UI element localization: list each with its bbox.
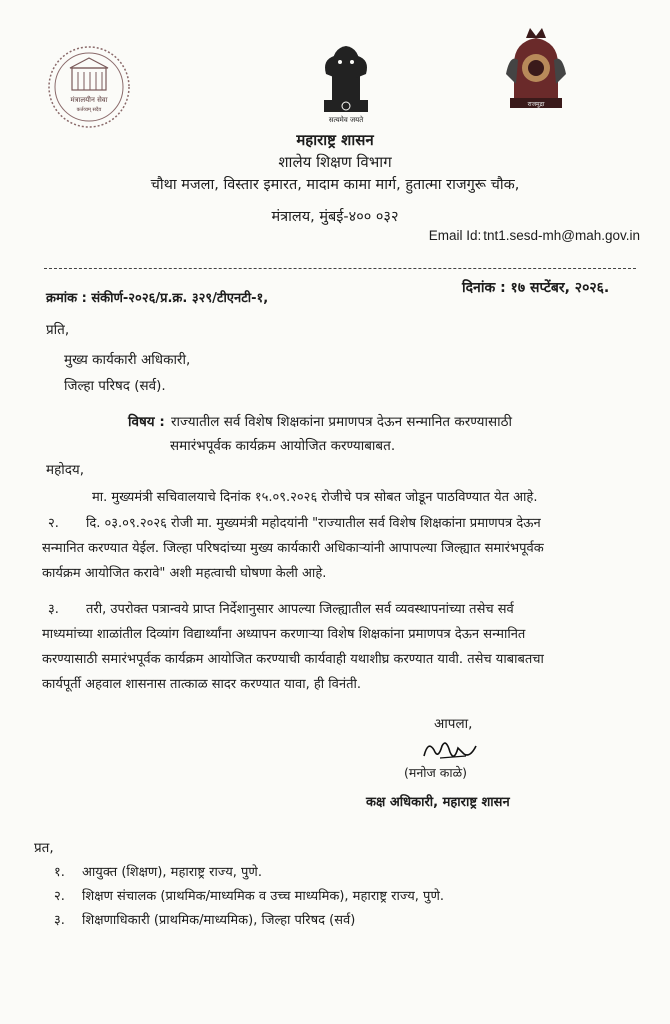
paragraph-2-line: दि. ०३.०९.२०२६ रोजी मा. मुख्यमंत्री महोदयांनी "राज्यातील सर्व विशेष शिक्षकांना प्रमाणपत्र देऊन	[86, 516, 541, 531]
mantralaya-seal-logo	[46, 44, 132, 130]
addressee-line-1: मुख्य कार्यकारी अधिकारी,	[64, 352, 191, 368]
copy-to-item	[54, 886, 444, 904]
svg-text:मंत्रालयीन सेवा: मंत्रालयीन सेवा	[70, 96, 108, 104]
letterhead-title: महाराष्ट्र शासन	[296, 131, 374, 149]
copy-to-item-text: शिक्षण संचालक (प्राथमिक/माध्यमिक व उच्च माध्यमिक), महाराष्ट्र राज्य, पुणे.	[82, 889, 444, 904]
paragraph-3-line: तरी, उपरोक्त पत्रान्वये प्राप्त निर्देशानुसार आपल्या जिल्ह्यातील सर्व व्यवस्थापनांच्या तसेच सर्व	[86, 602, 514, 617]
paragraph-2-number: २.	[48, 516, 59, 531]
address-line-2: मंत्रालय, मुंबई-४०० ०३२	[271, 209, 399, 225]
paragraph-1: मा. मुख्यमंत्री सचिवालयाचे दिनांक १५.०९.२०२६ रोजीचे पत्र सोबत जोडून पाठविण्यात येत आहे.	[92, 490, 538, 505]
paragraph-2-line: सन्मानित करण्यात येईल. जिल्हा परिषदांच्या मुख्य कार्यकारी अधिकाऱ्यांनी आपापल्या जिल्ह्यात समारंभपूर्वक	[42, 541, 544, 556]
copy-to-item	[54, 910, 355, 928]
signatory-designation: कक्ष अधिकारी, महाराष्ट्र शासन	[366, 795, 510, 810]
paragraph-3-line: माध्यमांच्या शाळांतील दिव्यांग विद्यार्थ्यांना अध्यापन करणाऱ्या विशेष शिक्षकांना प्रमाणपत्र देऊन सन्मानित	[42, 627, 526, 642]
addressee-line-2: जिल्हा परिषद (सर्व).	[64, 378, 166, 394]
copy-to-item-text: आयुक्त (शिक्षण), महाराष्ट्र राज्य, पुणे.	[82, 865, 262, 880]
paragraph-3-line: करण्यासाठी समारंभपूर्वक कार्यक्रम आयोजित करण्याची कार्यवाही यथाशीघ्र करण्यात यावी. तसेच याबाबतचा	[42, 652, 544, 667]
svg-text:कर्तव्यम् सदैव: कर्तव्यम् सदैव	[76, 107, 102, 113]
addressee-label: प्रति,	[46, 322, 70, 338]
subject-label: विषय :	[128, 414, 165, 430]
handwritten-signature	[420, 736, 484, 766]
rajmudra-emblem-icon	[500, 24, 572, 114]
email-label: Email Id:	[428, 228, 482, 243]
copy-to-item	[54, 862, 262, 880]
paragraph-3	[42, 597, 638, 697]
email-line	[429, 228, 640, 243]
subject-line-1	[128, 412, 512, 430]
department-name: शालेय शिक्षण विभाग	[278, 153, 392, 171]
address-line-1: चौथा मजला, विस्तार इमारत, मादाम कामा मार्ग, हुतात्मा राजगुरू चौक,	[150, 177, 520, 193]
copy-to-label: प्रत,	[34, 840, 54, 856]
signatory-name: (मनोज काळे)	[404, 765, 467, 780]
svg-text:सत्यमेव जयते: सत्यमेव जयते	[328, 116, 364, 124]
national-emblem-icon	[312, 38, 380, 124]
paragraph-2-line: कार्यक्रम आयोजित करावे" अशी महत्वाची घोषणा केली आहे.	[42, 566, 327, 581]
paragraph-3-line: कार्यपूर्ती अहवाल शासनास तात्काळ सादर करण्यात यावा, ही विनंती.	[42, 677, 362, 692]
copy-to-item-number: १.	[54, 865, 65, 880]
paragraph-2	[42, 511, 638, 586]
subject-text-1: राज्यातील सर्व विशेष शिक्षकांना प्रमाणपत्र देऊन सन्मानित करण्यासाठी	[171, 414, 512, 430]
reference-number: क्रमांक : संकीर्ण-२०२६/प्र.क्र. ३२९/टीएनटी-१,	[46, 291, 269, 306]
paragraph-3-number: ३.	[48, 602, 59, 617]
copy-to-item-text: शिक्षणाधिकारी (प्राथमिक/माध्यमिक), जिल्हा परिषद (सर्व)	[82, 913, 356, 928]
closing: आपला,	[434, 716, 473, 732]
copy-to-item-number: ३.	[54, 913, 65, 928]
letter-date: दिनांक : १७ सप्टेंबर, २०२६.	[462, 280, 610, 296]
salutation: महोदय,	[46, 462, 85, 478]
subject-line-2: समारंभपूर्वक कार्यक्रम आयोजित करण्याबाबत.	[170, 438, 396, 454]
svg-text:राजमुद्रा: राजमुद्रा	[527, 101, 545, 108]
copy-to-item-number: २.	[54, 889, 65, 904]
email-address: tnt1.sesd-mh@mah.gov.in	[483, 228, 640, 243]
header-divider	[44, 268, 636, 269]
